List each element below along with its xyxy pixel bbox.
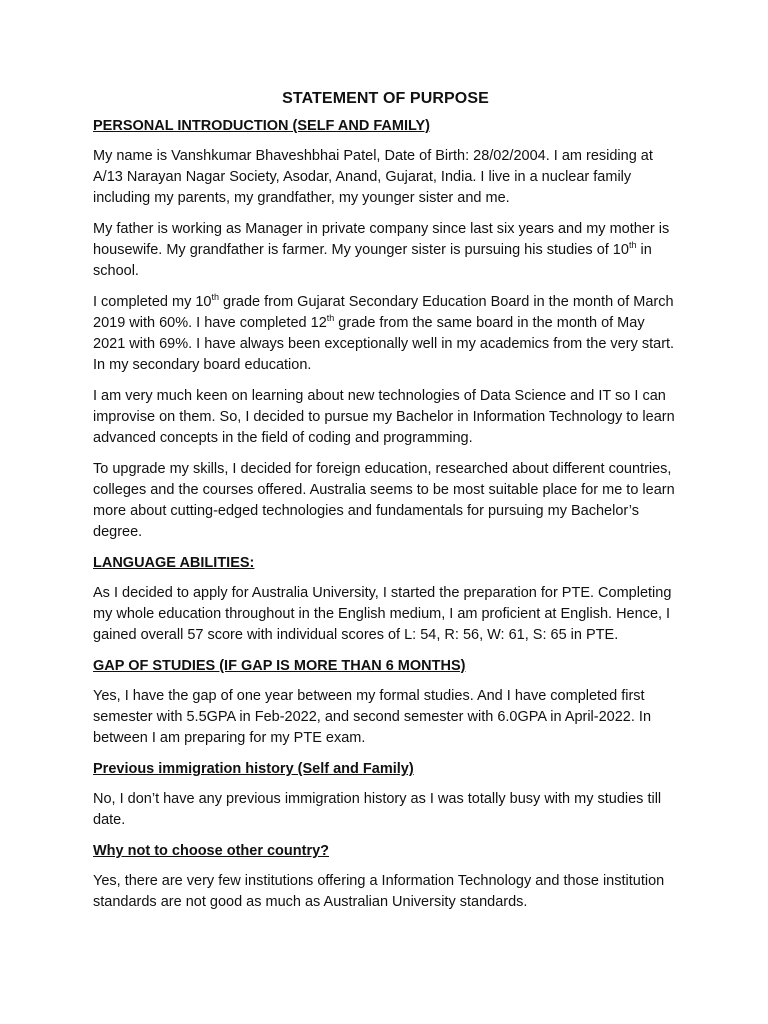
paragraph-family	[93, 219, 678, 282]
heading-language-abilities: LANGUAGE ABILITIES:	[93, 555, 255, 571]
document-title: STATEMENT OF PURPOSE	[282, 90, 489, 107]
heading-other-country: Why not to choose other country?	[93, 843, 330, 859]
paragraph-interest: I am very much keen on learning about new technologies of Data Science and IT so I can improvise on them. So, I decided to pursue my Bachelor in Information Technology to learn advanced concepts in the field of coding and programming.	[93, 388, 675, 446]
paragraph-foreign-education: To upgrade my skills, I decided for foreign education, researched about different countries, colleges and the courses offered. Australia seems to be most suitable place for me to learn more about cutting-edged technologies and fundamentals for pursuing my Bachelor’s degree.	[93, 461, 675, 540]
paragraph-education-text-2: grade from Gujarat Secondary Education Board in the month of March 2019 with 60%. I have completed 12	[93, 294, 674, 331]
heading-immigration-history: Previous immigration history (Self and Family)	[93, 761, 414, 777]
paragraph-family-text-end: in school.	[93, 242, 652, 279]
paragraph-gap: Yes, I have the gap of one year between my formal studies. And I have completed first semester with 5.5GPA in Feb-2022, and second semester with 6.0GPA in April-2022. In between I am preparing for my PTE exam.	[93, 688, 652, 746]
paragraph-personal-details: My name is Vanshkumar Bhaveshbhai Patel, Date of Birth: 28/02/2004. I am residing at A/13 Narayan Nagar Society, Asodar, Anand, Gujarat, India. I live in a nuclear family including my parents, my grandfather, my younger sister and me.	[93, 148, 653, 206]
paragraph-education-text-1: I completed my 10	[93, 294, 212, 310]
paragraph-education	[93, 292, 678, 376]
superscript: th	[628, 240, 637, 251]
paragraph-immigration: No, I don’t have any previous immigration history as I was totally busy with my studies till date.	[93, 791, 662, 828]
paragraph-education-text-3: grade from the same board in the month of May 2021 with 69%. I have always been exceptionally well in my academics from the very start. In my secondary board education.	[93, 315, 675, 373]
paragraph-other-country: Yes, there are very few institutions offering a Information Technology and those institution standards are not good as much as Australian University standards.	[93, 873, 665, 910]
heading-personal-introduction: PERSONAL INTRODUCTION (SELF AND FAMILY)	[93, 118, 430, 134]
heading-gap-of-studies: GAP OF STUDIES (IF GAP IS MORE THAN 6 MONTHS)	[93, 658, 466, 674]
paragraph-language: As I decided to apply for Australia University, I started the preparation for PTE. Completing my whole education throughout in the English medium, I am proficient at English. Hence, I gained overall 57 score with individual scores of L: 54, R: 56, W: 61, S: 65 in PTE.	[93, 585, 672, 643]
paragraph-family-text: My father is working as Manager in private company since last six years and my mother is housewife. My grandfather is farmer. My younger sister is pursuing his studies of 10	[93, 221, 670, 258]
superscript: th	[326, 313, 335, 324]
superscript: th	[211, 292, 219, 303]
document-page	[93, 88, 678, 923]
